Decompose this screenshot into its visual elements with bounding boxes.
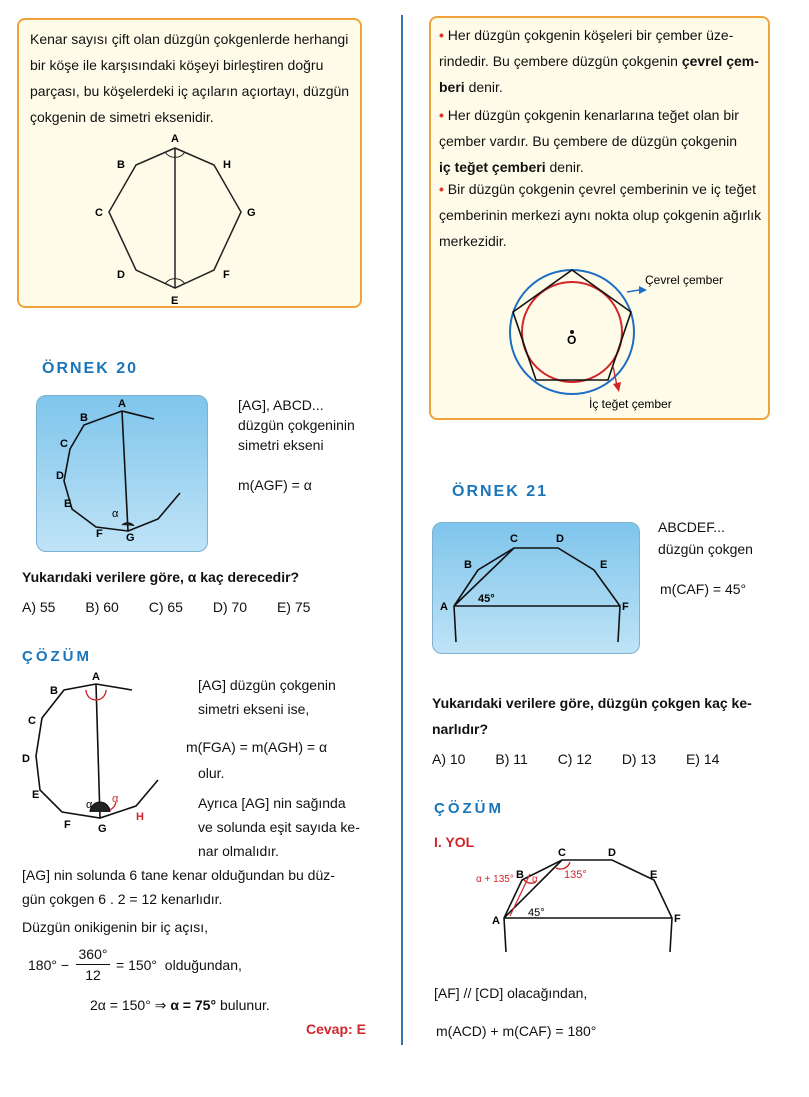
example-20-title: ÖRNEK 20 <box>42 360 139 377</box>
solution-20-title: ÇÖZÜM <box>22 648 92 665</box>
sol21-alpha-135: α + 135° <box>476 874 514 885</box>
choice-c: C) 65 <box>148 599 183 615</box>
example-21-figure <box>432 522 638 652</box>
solution-20-calc-suffix: = 150° olduğundan, <box>116 957 242 973</box>
fig20-label-c: C <box>60 438 68 450</box>
fig21-label-a: A <box>440 601 448 613</box>
fraction-denominator: 12 <box>85 967 101 983</box>
solution-20-line-5: ve solunda eşit sayıda ke- <box>198 819 360 835</box>
center-label: O <box>567 333 577 347</box>
example-21-line-1: ABCDEF... <box>658 519 725 535</box>
solution-21-formula: m(ACD) + m(CAF) = 180° <box>436 1023 597 1039</box>
fig20-label-a: A <box>118 398 126 410</box>
example-20-question: Yukarıdaki verilere göre, α kaç derecedir? <box>22 569 300 585</box>
sol20-label-f: F <box>64 819 71 831</box>
example-20-figure <box>36 395 206 550</box>
fig21-label-c: C <box>510 533 518 545</box>
solution-20-line-7: [AG] nin solunda 6 tane kenar olduğundan bu düz- <box>22 867 335 883</box>
final-result: α = 75° <box>170 997 217 1013</box>
octagon-figure <box>89 130 289 306</box>
example-20-line-1: [AG], ABCD... <box>238 397 324 413</box>
vertex-label-e: E <box>171 295 179 306</box>
info-box-text: Kenar sayısı çift olan düzgün çokgenlerde herhangi bir köşe ile karşısındaki köşeyi birleştiren doğru parçası, bu köşelerdeki iç açıların açıortayı, düzgün çokgenin de simetri eksenidir. <box>30 31 350 125</box>
sol21-label-c: C <box>558 847 566 859</box>
example-21-question-2: narlıdır? <box>432 721 489 737</box>
choice-b: B) 60 <box>85 599 119 615</box>
choice-d: D) 70 <box>212 599 248 615</box>
final-word: bulunur. <box>219 997 270 1013</box>
solution-21-method: I. YOL <box>434 834 475 850</box>
bullet-1: • Her düzgün çokgenin köşeleri bir çember üze- rindedir. Bu çembere düzgün çokgenin çevrel çem- beri denir. <box>439 27 759 95</box>
answer-label: Cevap: E <box>306 1021 366 1037</box>
sol20-label-g: G <box>98 823 107 835</box>
solution-21-figure <box>470 842 690 962</box>
vertex-label-g: G <box>247 207 256 219</box>
solution-20-line-6: nar olmalıdır. <box>198 843 279 859</box>
fig20-label-d: D <box>56 470 64 482</box>
example-20-formula: m(AGF) = α <box>238 477 312 493</box>
fig20-label-b: B <box>80 412 88 424</box>
solution-21-title: ÇÖZÜM <box>434 800 504 817</box>
column-divider <box>401 15 403 1045</box>
sol20-label-c: C <box>28 715 36 727</box>
example-21-title: ÖRNEK 21 <box>452 483 549 500</box>
fig21-label-f: F <box>622 601 629 613</box>
fig21-label-d: D <box>556 533 564 545</box>
example-21-formula: m(CAF) = 45° <box>660 581 747 597</box>
sol21-label-e: E <box>650 869 658 881</box>
choice-e: E) 14 <box>685 751 720 767</box>
solution-21-line-1: [AF] // [CD] olacağından, <box>434 985 588 1001</box>
choice-d: D) 13 <box>621 751 657 767</box>
vertex-label-f: F <box>223 269 230 281</box>
vertex-label-b: B <box>117 159 125 171</box>
fig20-label-e: E <box>64 498 72 510</box>
bullet-3: • Bir düzgün çokgenin çevrel çemberinin ve iç teğet çemberinin merkezi aynı nokta olup çokgenin ağırlık merkezidir. <box>439 181 762 249</box>
example-21-question-1: Yukarıdaki verilere göre, düzgün çokgen kaç ke- <box>432 695 752 711</box>
choice-e: E) 75 <box>276 599 311 615</box>
solution-20-formula: m(FGA) = m(AGH) = α <box>186 739 328 755</box>
example-20-line-2: düzgün çokgeninin <box>238 417 355 433</box>
solution-20-calc-prefix: 180° − <box>28 957 70 973</box>
vertex-label-c: C <box>95 207 103 219</box>
solution-20-line-1: [AG] düzgün çokgenin <box>198 677 336 693</box>
info-box-circles <box>429 16 770 420</box>
solution-20-line-4: Ayrıca [AG] nin sağında <box>198 795 346 811</box>
sol21-label-d: D <box>608 847 616 859</box>
choice-c: C) 12 <box>557 751 592 767</box>
example-20-line-3: simetri ekseni <box>238 437 324 453</box>
choice-a: A) 55 <box>22 599 56 615</box>
example-20-choices <box>22 594 336 620</box>
example-21-choices <box>432 746 745 772</box>
sol21-angle-45: 45° <box>528 907 545 919</box>
sol20-label-d: D <box>22 753 30 765</box>
fig21-label-b: B <box>464 559 472 571</box>
vertex-label-h: H <box>223 159 231 171</box>
sol20-label-a: A <box>92 671 100 683</box>
sol20-label-e: E <box>32 789 40 801</box>
example-21-line-2: düzgün çokgen <box>658 541 753 557</box>
bullet-2: • Her düzgün çokgenin kenarlarına teğet olan bir çember vardır. Bu çembere de düzgün çokgenin iç teğet çemberi denir. <box>439 107 739 175</box>
sol21-alpha: α <box>532 874 538 885</box>
solution-20-figure <box>14 668 184 838</box>
choice-b: B) 11 <box>495 751 528 767</box>
solution-20-line-3: olur. <box>198 765 225 781</box>
vertex-label-a: A <box>171 133 179 145</box>
info-box-symmetry <box>17 18 362 308</box>
inner-circle-label: İç teğet çember <box>589 397 672 411</box>
solution-20-final <box>90 992 270 1018</box>
final-step: 2α = 150° ⇒ <box>90 997 167 1013</box>
solution-20-line-8: gün çokgen 6 . 2 = 12 kenarlıdır. <box>22 891 223 907</box>
circles-figure <box>501 262 761 412</box>
sol20-label-alpha-right: α <box>112 793 119 805</box>
sol21-label-f: F <box>674 913 681 925</box>
fig21-angle: 45° <box>478 593 495 605</box>
fig20-label-g: G <box>126 532 135 544</box>
solution-20-line-9: Düzgün onikigenin bir iç açısı, <box>22 919 208 935</box>
sol21-label-a: A <box>492 915 500 927</box>
outer-circle-label: Çevrel çember <box>645 273 724 287</box>
sol20-label-alpha-left: α <box>86 799 93 811</box>
solution-20-fraction <box>76 944 110 985</box>
sol21-angle-135: 135° <box>564 869 587 881</box>
sol21-label-b: B <box>516 869 524 881</box>
vertex-label-d: D <box>117 269 125 281</box>
choice-a: A) 10 <box>432 751 466 767</box>
solution-20-line-2: simetri ekseni ise, <box>198 701 310 717</box>
fig20-label-f: F <box>96 528 103 540</box>
sol20-label-h: H <box>136 811 144 823</box>
fraction-numerator: 360° <box>76 944 110 965</box>
sol20-label-b: B <box>50 685 58 697</box>
fig20-label-alpha: α <box>112 508 119 520</box>
fig21-label-e: E <box>600 559 608 571</box>
